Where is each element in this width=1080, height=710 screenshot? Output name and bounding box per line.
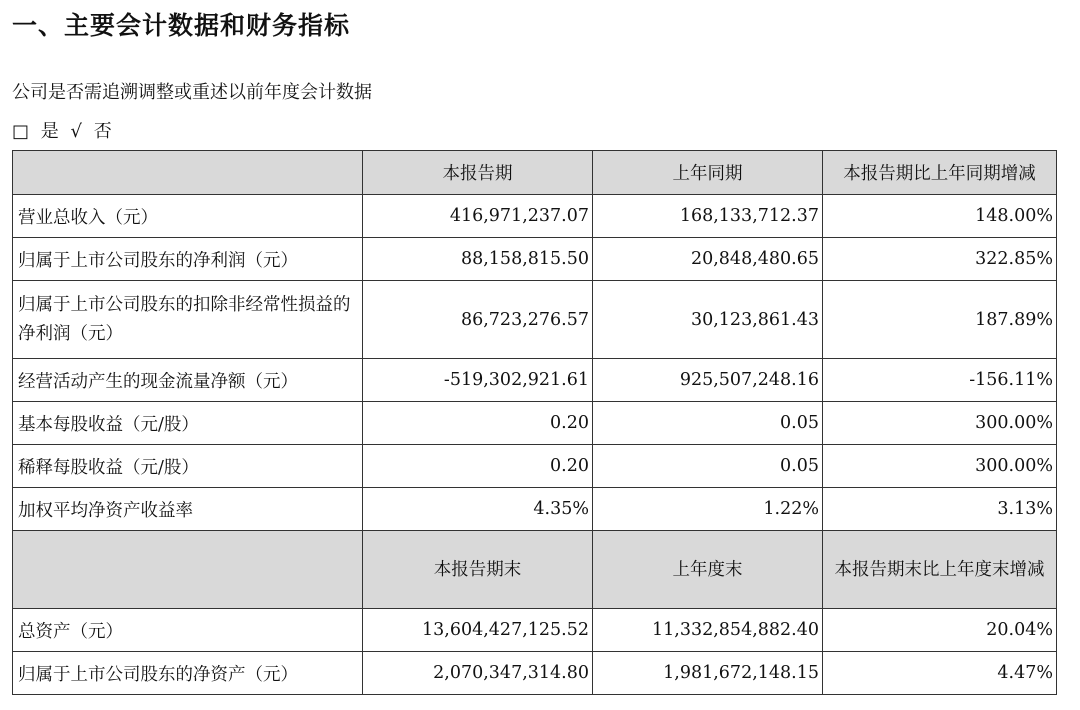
cell-change: 300.00% [823,445,1057,488]
cell-current: 416,971,237.07 [363,195,593,238]
table-row [13,488,1057,531]
table-row [13,445,1057,488]
table-header-period [13,151,1057,195]
table-row [13,609,1057,652]
row-label: 归属于上市公司股东的净资产（元） [13,652,363,695]
cell-current: 2,070,347,314.80 [363,652,593,695]
cell-prior: 925,507,248.16 [593,359,823,402]
cell-prior: 11,332,854,882.40 [593,609,823,652]
cell-current: 88,158,815.50 [363,238,593,281]
cell-current: 0.20 [363,402,593,445]
financial-table [12,150,1057,695]
row-label: 加权平均净资产收益率 [13,488,363,531]
row-label: 归属于上市公司股东的净利润（元） [13,238,363,281]
header-current-period-end: 本报告期末 [363,531,593,609]
section-title: 一、主要会计数据和财务指标 [12,11,351,40]
cell-prior: 20,848,480.65 [593,238,823,281]
table-row [13,281,1057,359]
cell-prior: 168,133,712.37 [593,195,823,238]
cell-prior: 1.22% [593,488,823,531]
cell-change: 322.85% [823,238,1057,281]
checkbox-empty-icon: □ [12,121,30,142]
row-label: 总资产（元） [13,609,363,652]
header-prior-period: 上年同期 [593,151,823,195]
table-row [13,402,1057,445]
header-change: 本报告期比上年同期增减 [823,151,1057,195]
cell-change: 300.00% [823,402,1057,445]
option-yes: 是 [40,121,59,142]
restate-question: 公司是否需追溯调整或重述以前年度会计数据 [12,82,372,103]
table-header-period-end [13,531,1057,609]
cell-change: 148.00% [823,195,1057,238]
cell-current: -519,302,921.61 [363,359,593,402]
option-no: 否 [93,121,112,142]
row-label: 营业总收入（元） [13,195,363,238]
header-current-period: 本报告期 [363,151,593,195]
cell-prior: 1,981,672,148.15 [593,652,823,695]
cell-current: 4.35% [363,488,593,531]
row-label: 稀释每股收益（元/股） [13,445,363,488]
table-row [13,652,1057,695]
cell-prior: 30,123,861.43 [593,281,823,359]
restate-options [12,117,118,143]
header-prior-year-end: 上年度末 [593,531,823,609]
row-label: 经营活动产生的现金流量净额（元） [13,359,363,402]
cell-change: 3.13% [823,488,1057,531]
cell-prior: 0.05 [593,445,823,488]
row-label: 归属于上市公司股东的扣除非经常性损益的净利润（元） [13,281,363,359]
header-blank [13,531,363,609]
cell-change: 187.89% [823,281,1057,359]
table-row [13,238,1057,281]
cell-change: -156.11% [823,359,1057,402]
cell-current: 0.20 [363,445,593,488]
cell-change: 4.47% [823,652,1057,695]
table-row [13,195,1057,238]
cell-current: 86,723,276.57 [363,281,593,359]
cell-prior: 0.05 [593,402,823,445]
table-row [13,359,1057,402]
checkmark-icon: √ [70,121,82,142]
header-change-end: 本报告期末比上年度末增减 [823,531,1057,609]
header-blank [13,151,363,195]
cell-current: 13,604,427,125.52 [363,609,593,652]
row-label: 基本每股收益（元/股） [13,402,363,445]
cell-change: 20.04% [823,609,1057,652]
